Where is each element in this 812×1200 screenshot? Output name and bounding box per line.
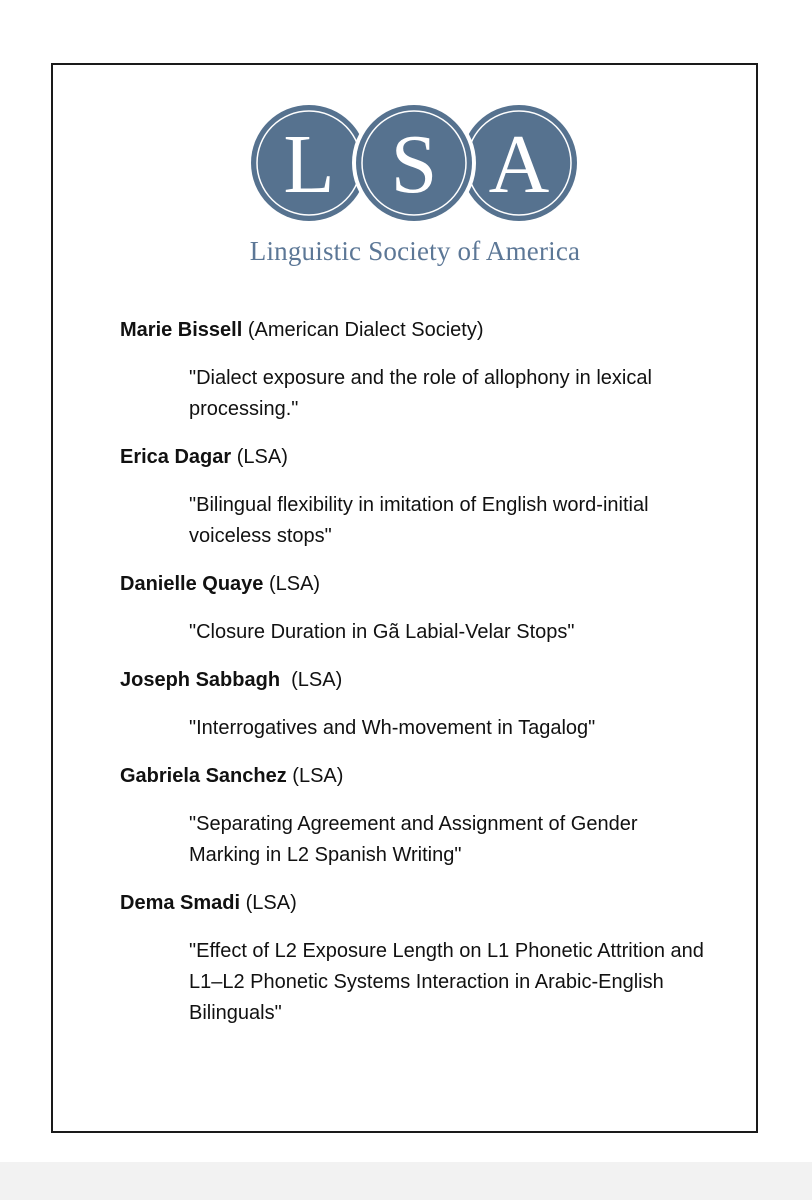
paper-title: "Effect of L2 Exposure Length on L1 Phonetic Attrition and L1–L2 Phonetic Systems Interaction in Arabic-English Bilinguals" — [189, 940, 704, 1024]
bottom-strip — [0, 1162, 812, 1200]
award-list — [120, 315, 720, 1029]
logo-letter-l: L — [283, 118, 335, 211]
author-name: Danielle Quaye — [120, 573, 264, 595]
lsa-logo — [249, 100, 581, 275]
author-affiliation: (LSA) — [285, 669, 343, 691]
list-item — [120, 442, 720, 552]
paper-title: "Bilingual flexibility in imitation of English word-initial voiceless stops" — [189, 494, 649, 547]
logo-tagline: Linguistic Society of America — [249, 236, 581, 266]
entry-author — [120, 888, 720, 918]
list-item — [120, 761, 720, 871]
paper-title: "Interrogatives and Wh-movement in Tagalog" — [189, 717, 596, 739]
author-affiliation: (LSA) — [240, 892, 297, 914]
logo-letter-a: A — [488, 118, 550, 211]
author-affiliation: (LSA) — [263, 573, 321, 595]
entry-author — [120, 569, 720, 599]
entry-author — [120, 761, 720, 791]
document-frame — [51, 63, 758, 1133]
author-name: Gabriela Sanchez — [120, 765, 287, 787]
logo-letter-s: S — [390, 118, 438, 211]
author-affiliation: (LSA) — [231, 446, 288, 468]
entry-author — [120, 315, 720, 345]
list-item — [120, 315, 720, 425]
entry-author — [120, 442, 720, 472]
author-affiliation: (American Dialect Society) — [242, 319, 484, 341]
paper-title: "Separating Agreement and Assignment of Gender Marking in L2 Spanish Writing" — [189, 813, 638, 866]
author-name: Joseph Sabbagh — [120, 669, 286, 691]
paper-title: "Dialect exposure and the role of allophony in lexical processing." — [189, 367, 652, 420]
author-name: Dema Smadi — [120, 892, 241, 914]
list-item — [120, 665, 720, 744]
author-name: Erica Dagar — [120, 446, 232, 468]
lsa-logo-mark — [249, 100, 581, 230]
author-name: Marie Bissell — [120, 319, 243, 341]
entry-author — [120, 665, 720, 695]
list-item — [120, 888, 720, 1029]
list-item — [120, 569, 720, 648]
paper-title: "Closure Duration in Gã Labial-Velar Stops" — [189, 621, 575, 643]
author-affiliation: (LSA) — [286, 765, 344, 787]
